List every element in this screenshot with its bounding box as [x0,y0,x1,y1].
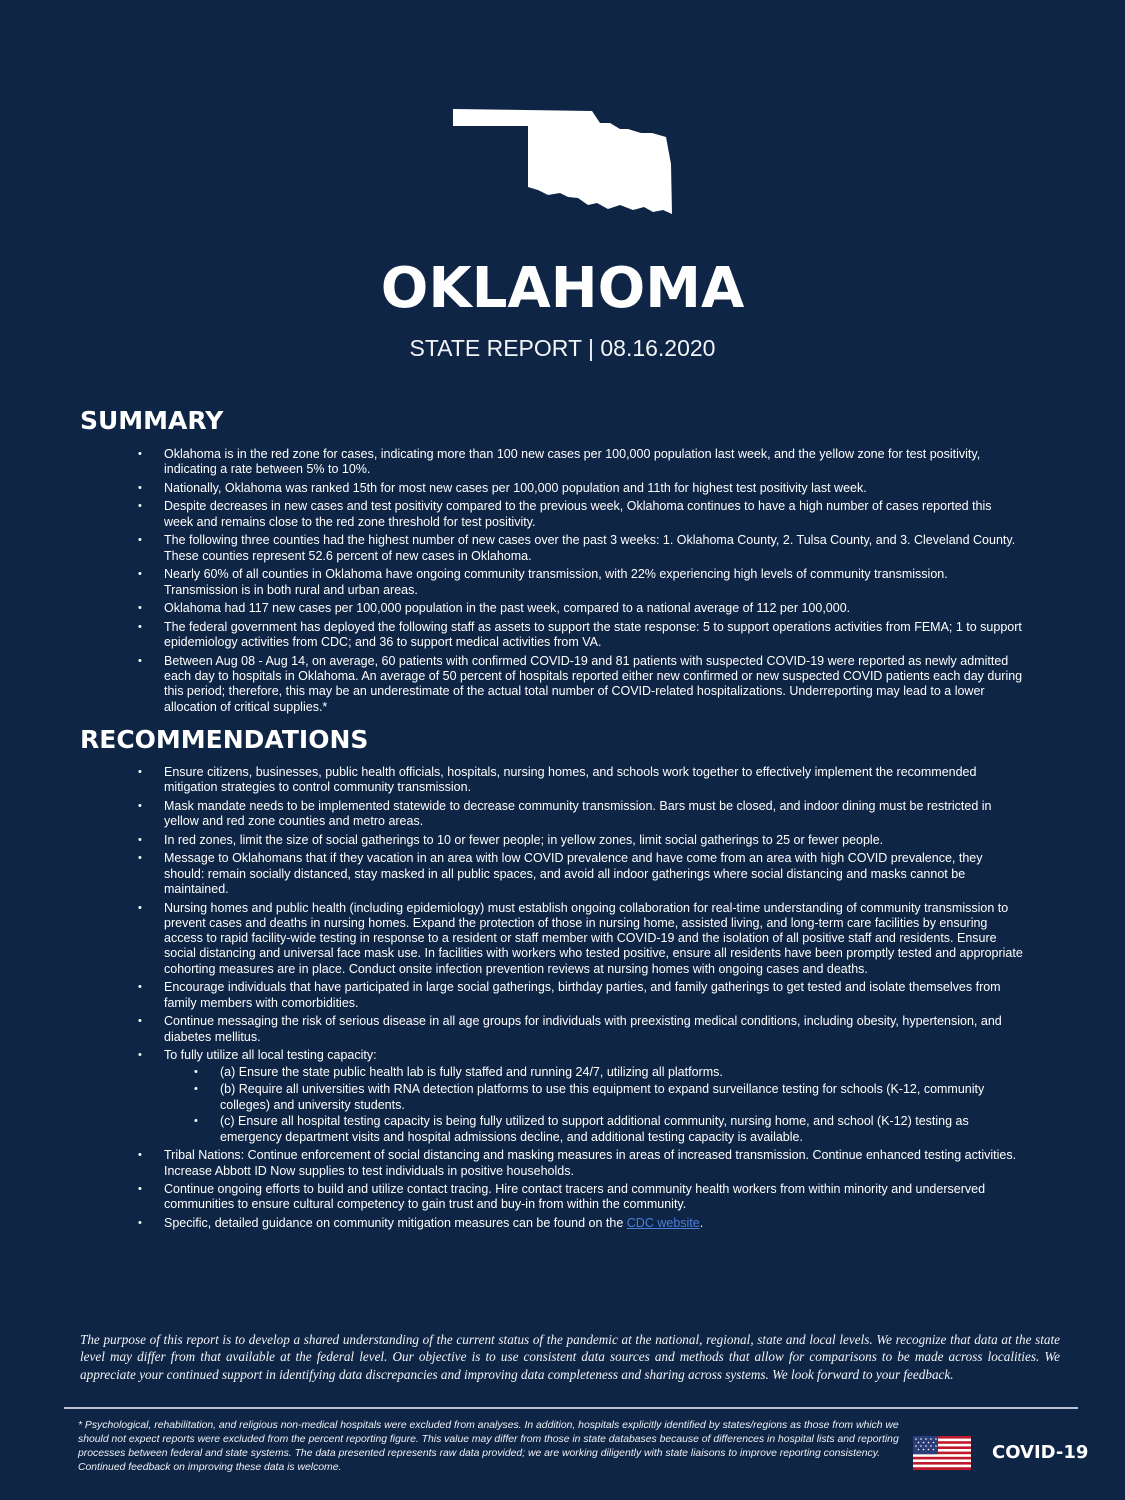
recommendation-item-cdc [164,1216,1024,1231]
recommendation-item: • In red zones, limit the size of social gatherings to 10 or fewer people; in yellow zones, limit social gatherings to 25 or fewer people. [164,833,1024,848]
cdc-website-link[interactable]: CDC website [626,1215,700,1230]
covid-19-brand-label: COVID-19 [992,1442,1089,1463]
testing-subitem: • (b) Require all universities with RNA detection platforms to use this equipment to expand surveillance testing for schools (K-12, community colleges) and university students. [220,1082,1024,1113]
summary-item: • The following three counties had the highest number of new cases over the past 3 weeks: 1. Oklahoma County, 2. Tulsa County, and 3. Cleveland County. These counties represent 52.6 percent of new cases in Oklahoma. [164,533,1024,564]
report-purpose-statement: The purpose of this report is to develop a shared understanding of the current status of the pandemic at the national, regional, state and local levels. We recognize that data at the state level may differ from that available at the federal level. Our objective is to use consistent data sources and methods that allow for comparisons to be made across localities. We appreciate your continued support in identifying data discrepancies and improving data completeness and sharing across systems. We look forward to your feedback. [80,1332,1060,1382]
testing-subitem: • (a) Ensure the state public health lab is fully staffed and running 24/7, utilizing all platforms. [220,1065,1024,1080]
recommendation-item: • Nursing homes and public health (including epidemiology) must establish ongoing collaboration for real-time understanding of community transmission to prevent cases and deaths in nursing homes. Expand the protection of those in nursing home, assisted living, and long-term care facilities by ensuring access to rapid facility-wide testing in response to a resident or staff member with COVID-19 and the isolation of all positive staff and residents. Ensure social distancing and universal face mask use. In facilities with workers who tested positive, ensure all residents have been promptly tested and appropriate cohorting measures are in place. Conduct onsite infection prevention reviews at nursing homes with ongoing cases and deaths. [164,901,1024,977]
testing-subitems-list [220,1065,1024,1144]
summary-item: • Oklahoma had 117 new cases per 100,000 population in the past week, compared to a national average of 112 per 100,000. [164,601,1024,616]
footer-divider [64,1407,1078,1409]
recommendation-item: • Continue messaging the risk of serious disease in all age groups for individuals with preexisting medical conditions, including obesity, hypertension, and diabetes mellitus. [164,1014,1024,1045]
oklahoma-state-map-icon [450,106,675,216]
summary-item: • The federal government has deployed the following staff as assets to support the state response: 5 to support operations activities from FEMA; 1 to support epidemiology activities from CDC; and 36 to support medical activities from VA. [164,620,1024,651]
summary-item: • Oklahoma is in the red zone for cases, indicating more than 100 new cases per 100,000 population last week, and the yellow zone for test positivity, indicating a rate between 5% to 10%. [164,447,1024,478]
testing-subitem: • (c) Ensure all hospital testing capacity is being fully utilized to support additional community, nursing home, and school (K-12) testing as emergency department visits and hospital admissions decline, and additional testing capacity is available. [220,1114,1024,1145]
summary-item: • Despite decreases in new cases and test positivity compared to the previous week, Oklahoma continues to have a high number of cases reported this week and remains close to the red zone threshold for test positivity. [164,499,1024,530]
recommendations-heading: RECOMMENDATIONS [80,725,369,754]
recommendation-item: • Encourage individuals that have participated in large social gatherings, birthday parties, and family gatherings to get tested and isolate themselves from family members with comorbidities. [164,980,1024,1011]
recommendation-item: • Tribal Nations: Continue enforcement of social distancing and masking measures in areas of increased transmission. Continue enhanced testing activities. Increase Abbott ID Now supplies to test individuals in positive households. [164,1148,1024,1179]
recommendation-item: • Mask mandate needs to be implemented statewide to decrease community transmission. Bars must be closed, and indoor dining must be restricted in yellow and red zone counties and metro areas. [164,799,1024,830]
recommendation-item: • Message to Oklahomans that if they vacation in an area with low COVID prevalence and have come from an area with high COVID prevalence, they should: remain socially distanced, stay masked in all public spaces, and avoid all indoor gatherings where social distancing and masks cannot be maintained. [164,851,1024,897]
recommendation-item: • Continue ongoing efforts to build and utilize contact tracing. Hire contact tracers and community health workers from within minority and underserved communities to ensure cultural competency to gain trust and buy-in from within the community. [164,1182,1024,1213]
state-name-title: OKLAHOMA [380,256,745,321]
summary-list [164,447,1024,718]
testing-capacity-label: To fully utilize all local testing capacity: [164,1048,377,1063]
summary-item: • Between Aug 08 - Aug 14, on average, 60 patients with confirmed COVID-19 and 81 patients with suspected COVID-19 were reported as newly admitted each day to hospitals in Oklahoma. An average of 50 percent of hospitals reported either new confirmed or new suspected COVID patients each day during this period; therefore, this may be an underestimate of the actual total number of COVID-related hospitalizations. Underreporting may lead to a lower allocation of critical supplies.* [164,654,1024,715]
hospital-footnote: * Psychological, rehabilitation, and religious non-medical hospitals were excluded from analyses. In addition, hospitals explicitly identified by states/regions as those from which we should not expect reports were excluded from the percent reporting figure. This value may differ from those in state databases because of differences in hospital lists and reporting processes between federal and state systems. The data presented represents raw data provided; we are working diligently with state liaisons to improve reporting consistency. Continued feedback on improving these data is welcome. [78,1420,899,1474]
cdc-guidance-text: Specific, detailed guidance on community mitigation measures can be found on the [164,1215,627,1230]
report-date-subtitle: STATE REPORT | 08.16.2020 [409,335,716,361]
recommendations-list [164,765,1024,1235]
recommendation-item: • Ensure citizens, businesses, public health officials, hospitals, nursing homes, and schools work together to effectively implement the recommended mitigation strategies to control community transmission. [164,765,1024,796]
summary-item: • Nearly 60% of all counties in Oklahoma have ongoing community transmission, with 22% experiencing high levels of community transmission. Transmission is in both rural and urban areas. [164,567,1024,598]
recommendation-item-testing [164,1048,1024,1145]
us-flag-icon [913,1436,971,1470]
cdc-guidance-period: . [699,1215,704,1230]
summary-heading: SUMMARY [80,406,224,435]
summary-item: • Nationally, Oklahoma was ranked 15th for most new cases per 100,000 population and 11th for highest test positivity last week. [164,481,1024,496]
